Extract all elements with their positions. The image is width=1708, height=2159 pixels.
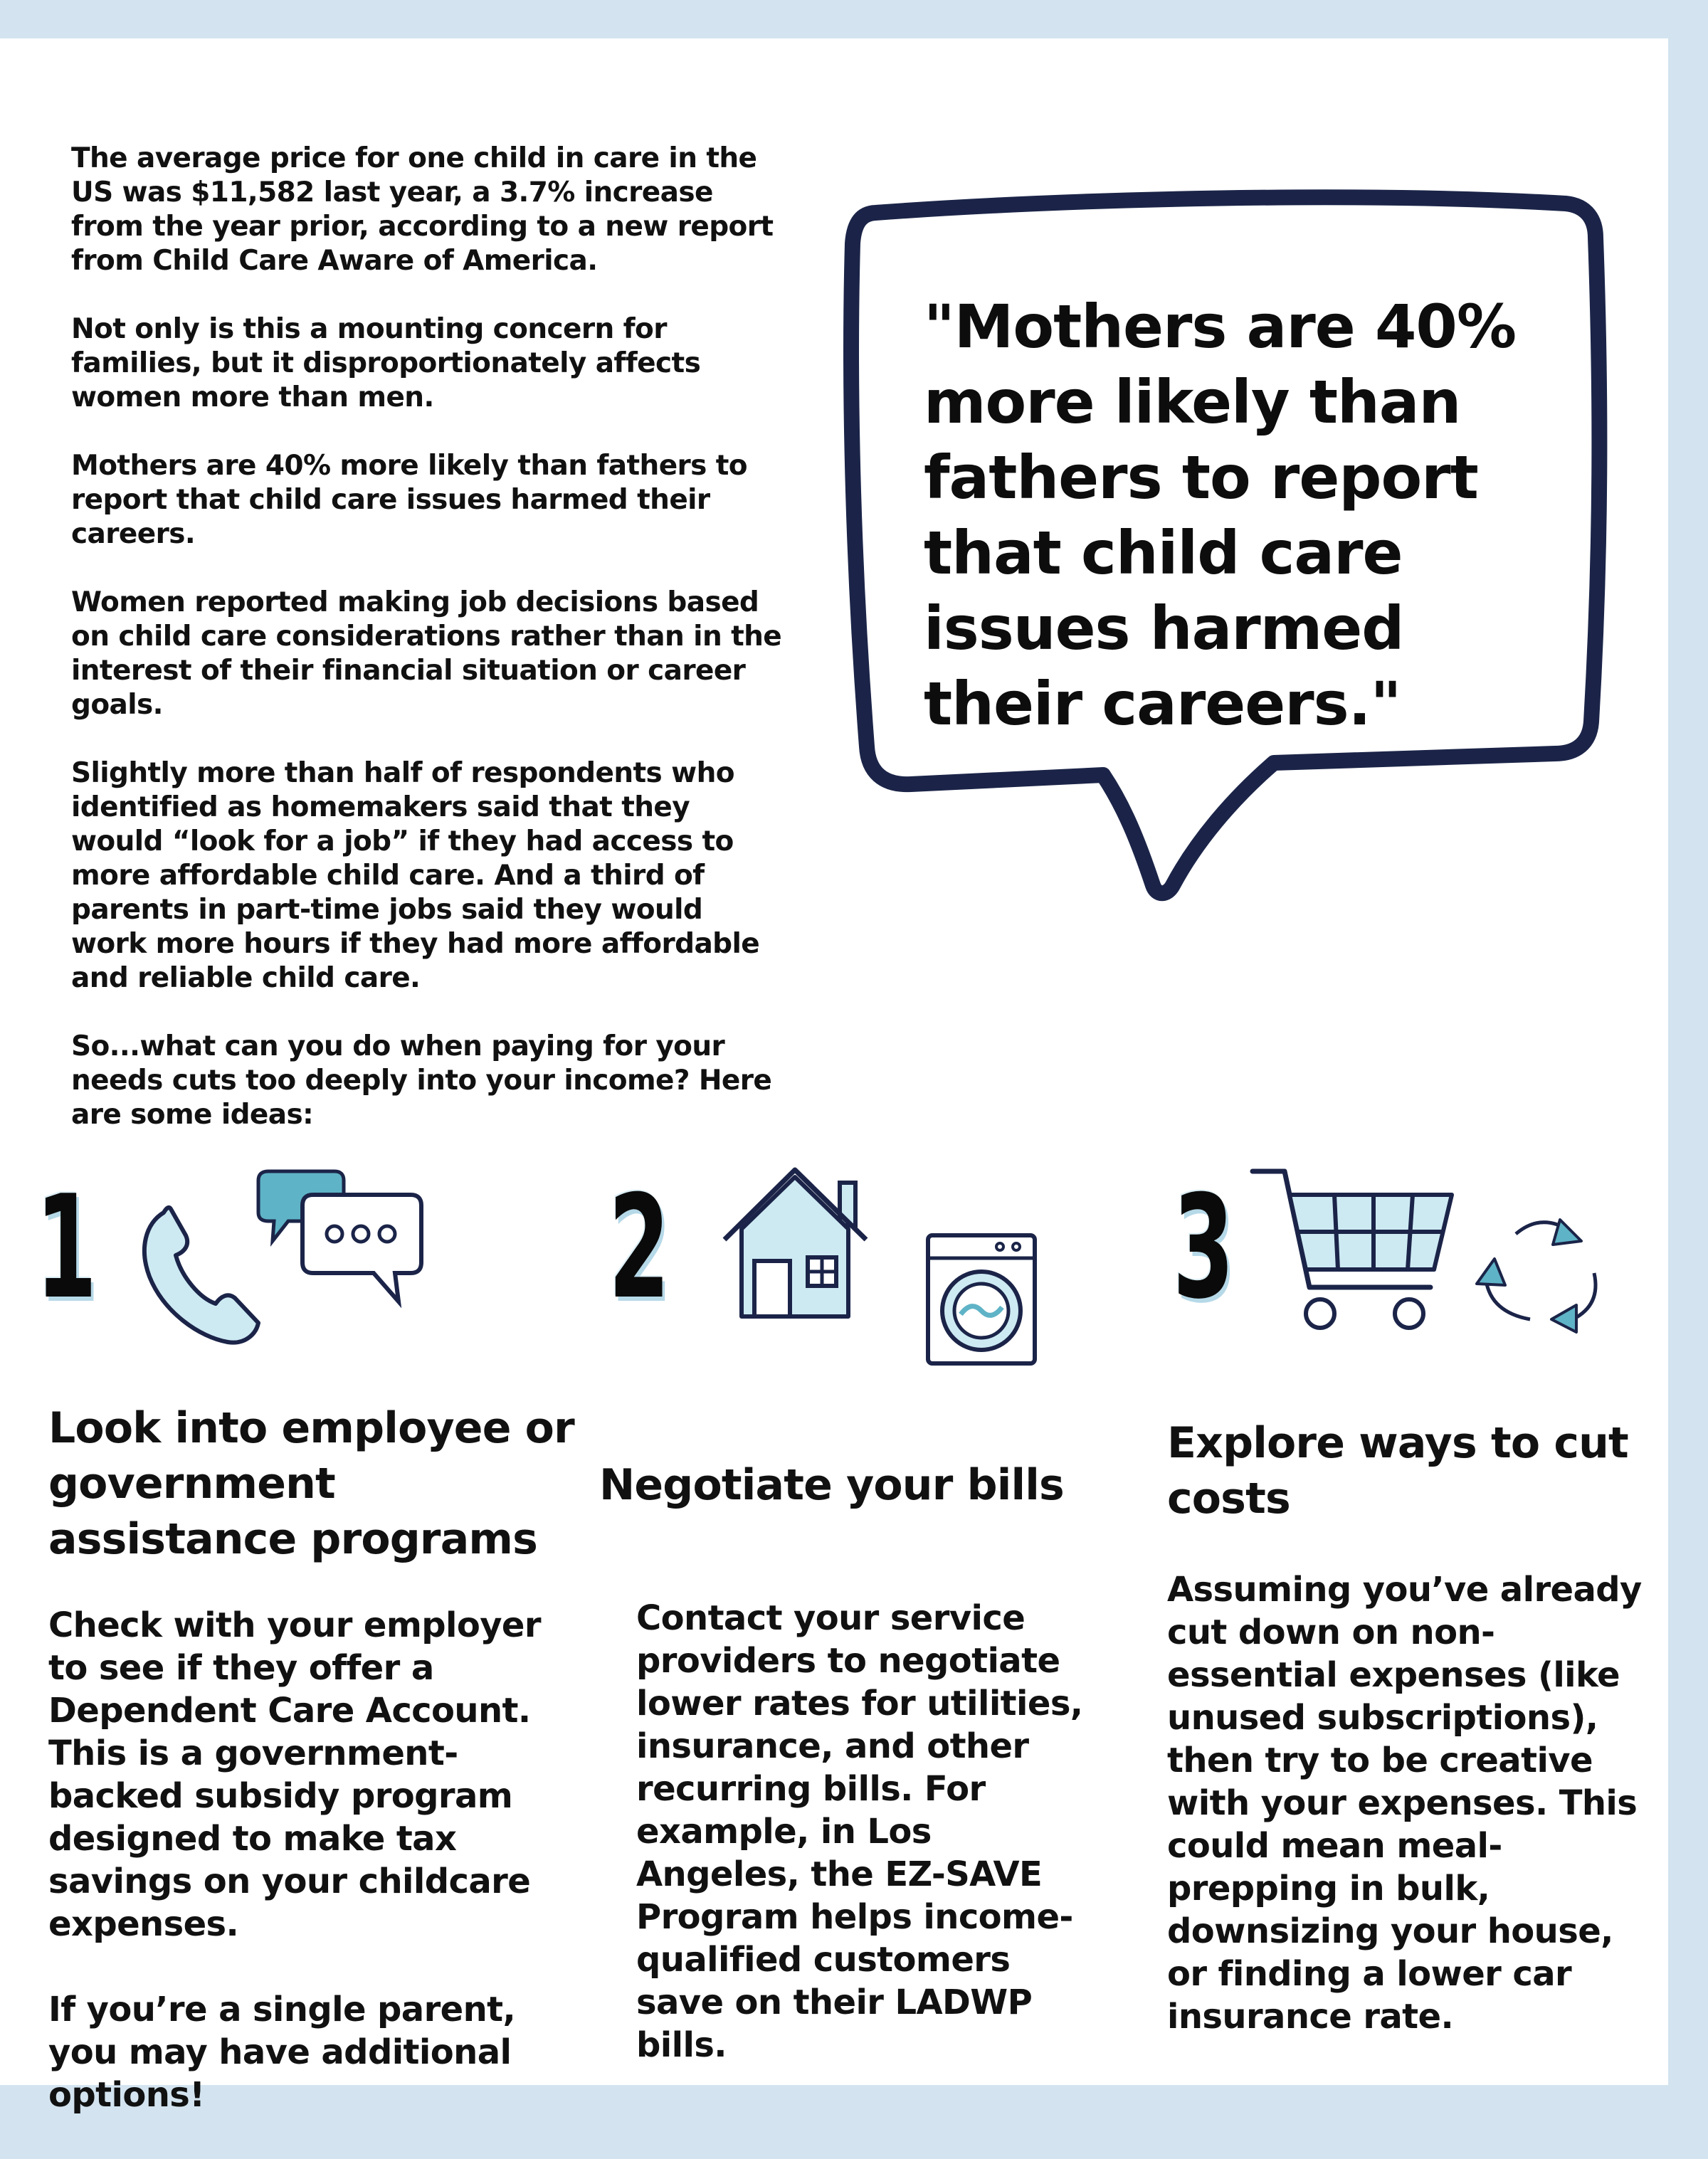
chat-bubbles-icon — [253, 1163, 427, 1323]
intro-paragraph-job-decisions: Women reported making job decisions based on child care considerations rather than in the interest of their financial situation or career goals. — [71, 586, 782, 721]
tip-2-paragraph: Contact your service providers to negotiate lower rates for utilities, insurance, and other recurring bills. For example, in Los Angeles, the EZ-SAVE Program helps income-qualified customers save on their LADWP bills. — [636, 1598, 1083, 2065]
step-number-1: 1 — [36, 1165, 97, 1331]
tip-2-body — [636, 1597, 1106, 2109]
phone-icon — [132, 1184, 267, 1348]
tip-2-heading: Negotiate your bills — [599, 1460, 1064, 1510]
tip-1-body — [48, 1604, 575, 2159]
intro-paragraph-mothers: Mothers are 40% more likely than fathers to report that child care issues harmed their careers. — [71, 450, 748, 550]
pull-quote: "Mothers are 40% more likely than fathers to report that child care issues harmed their careers." — [924, 292, 1517, 739]
washing-machine-icon — [925, 1232, 1039, 1368]
intro-paragraph-ideas: So...what can you do when paying for your needs cuts too deeply into your income? Here are some ideas: — [71, 1030, 772, 1131]
infographic-page — [0, 38, 1668, 2115]
step-number-2: 2 — [608, 1165, 670, 1331]
intro-text — [71, 142, 783, 1166]
tip-1-paragraph: Check with your employer to see if they offer a Dependent Care Account. This is a government-backed subsidy program designed to make tax savings on your childcare expenses. — [48, 1605, 541, 1944]
step-number-3: 3 — [1173, 1165, 1235, 1331]
intro-paragraph-women: Not only is this a mounting concern for families, but it disproportionately affects women more than men. — [71, 313, 701, 413]
house-icon — [719, 1161, 872, 1321]
tip-3-paragraph: Assuming you’ve already cut down on non-essential expenses (like unused subscriptions), then try to be creative with your expenses. This could mean meal-prepping in bulk, downsizing your house, or finding a lower car insurance rate. — [1167, 1570, 1642, 2037]
tip-3-heading: Explore ways to cut costs — [1167, 1418, 1628, 1524]
intro-paragraph-price: The average price for one child in care in the US was $11,582 last year, a 3.7% increase from the year prior, according to a new report from Child Care Aware of America. — [71, 142, 774, 277]
tip-1-heading: Look into employee or government assistance programs — [48, 1403, 574, 1564]
tip-3-body — [1167, 1568, 1651, 2081]
tip-1-paragraph-single-parent: If you’re a single parent, you may have additional options! — [48, 1990, 516, 2115]
shopping-cart-icon — [1245, 1163, 1459, 1341]
intro-paragraph-homemakers: Slightly more than half of respondents who identified as homemakers said that they would “look for a job” if they had access to more affordable child care. And a third of parents in part-time jobs said they would work more hours if they had more affordable and reliable child care. — [71, 757, 760, 994]
recycle-icon — [1473, 1205, 1608, 1334]
